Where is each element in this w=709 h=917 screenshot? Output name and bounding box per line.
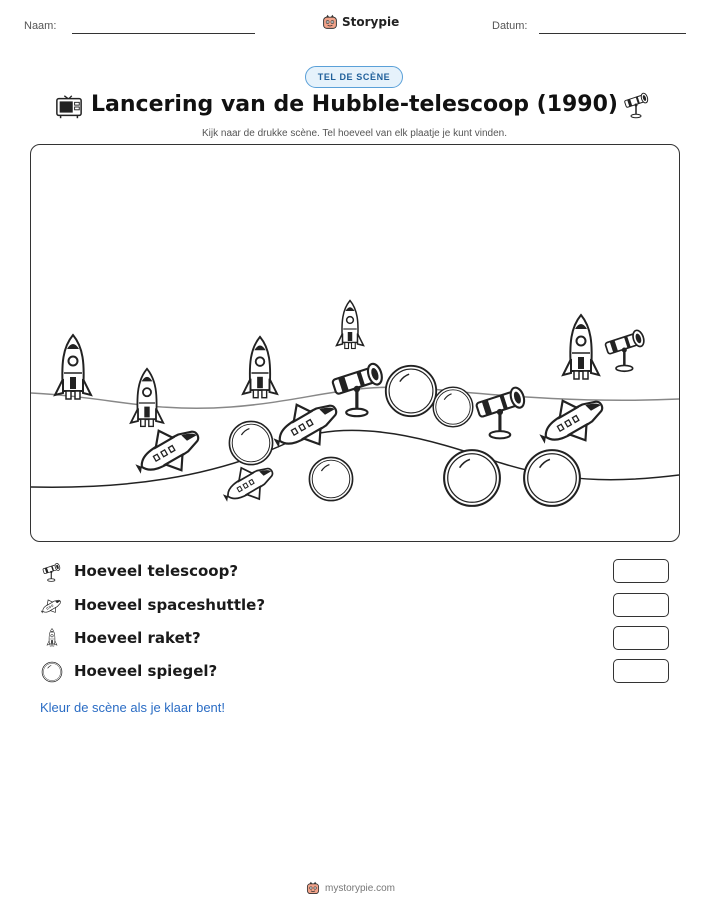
- space-shuttle: [265, 389, 347, 463]
- mirror: [386, 366, 436, 416]
- question-row-rocket: [40, 626, 670, 652]
- page-subtitle: Kijk naar de drukke scène. Tel hoeveel van elk plaatje je kunt vinden.: [201, 128, 507, 139]
- rocket: [337, 301, 364, 349]
- answer-box-mirror[interactable]: [613, 659, 669, 683]
- footer: [306, 881, 395, 895]
- telescope-icon: [622, 90, 652, 120]
- rocket: [563, 315, 599, 379]
- mirror: [229, 421, 272, 464]
- telescope: [604, 329, 646, 371]
- mirror: [524, 450, 580, 506]
- question-text: Hoeveel raket?: [74, 629, 201, 647]
- answer-box-telescope[interactable]: [613, 559, 669, 583]
- question-text: Hoeveel spaceshuttle?: [74, 596, 266, 614]
- scene-illustration: [31, 145, 679, 541]
- telescope: [331, 362, 384, 416]
- activity-badge: TEL DE SCÈNE: [305, 66, 403, 88]
- answer-box-space-shuttle[interactable]: [613, 593, 669, 617]
- question-row-space-shuttle: [40, 593, 670, 619]
- rocket: [243, 337, 277, 398]
- telescope-icon: [40, 561, 64, 583]
- rocket: [131, 369, 163, 427]
- mirror-icon: [40, 661, 64, 683]
- rocket: [55, 335, 91, 399]
- brand: [322, 14, 399, 30]
- question-row-mirror: [40, 659, 670, 685]
- mirror: [444, 450, 500, 506]
- date-line[interactable]: [539, 33, 686, 34]
- storypie-logo-icon: [322, 14, 338, 30]
- space-shuttle-icon: [40, 595, 64, 617]
- rocket-icon: [40, 628, 64, 650]
- brand-name: Storypie: [342, 15, 400, 29]
- page-title: Lancering van de Hubble-telescoop (1990): [91, 92, 618, 117]
- space-shuttle: [531, 385, 613, 459]
- name-line[interactable]: [72, 33, 255, 34]
- footer-url[interactable]: mystorypie.com: [325, 882, 396, 894]
- question-text: Hoeveel spiegel?: [74, 662, 218, 680]
- question-text: Hoeveel telescoop?: [74, 562, 239, 580]
- mirror: [433, 387, 473, 427]
- coloring-instruction: Kleur de scène als je klaar bent!: [40, 700, 225, 715]
- question-row-telescope: [40, 559, 670, 585]
- answer-box-rocket[interactable]: [613, 626, 669, 650]
- mirror: [309, 457, 352, 500]
- storypie-logo-icon: [306, 881, 320, 895]
- counting-scene: [30, 144, 680, 542]
- name-label: Naam:: [24, 20, 57, 32]
- date-label: Datum:: [492, 20, 528, 32]
